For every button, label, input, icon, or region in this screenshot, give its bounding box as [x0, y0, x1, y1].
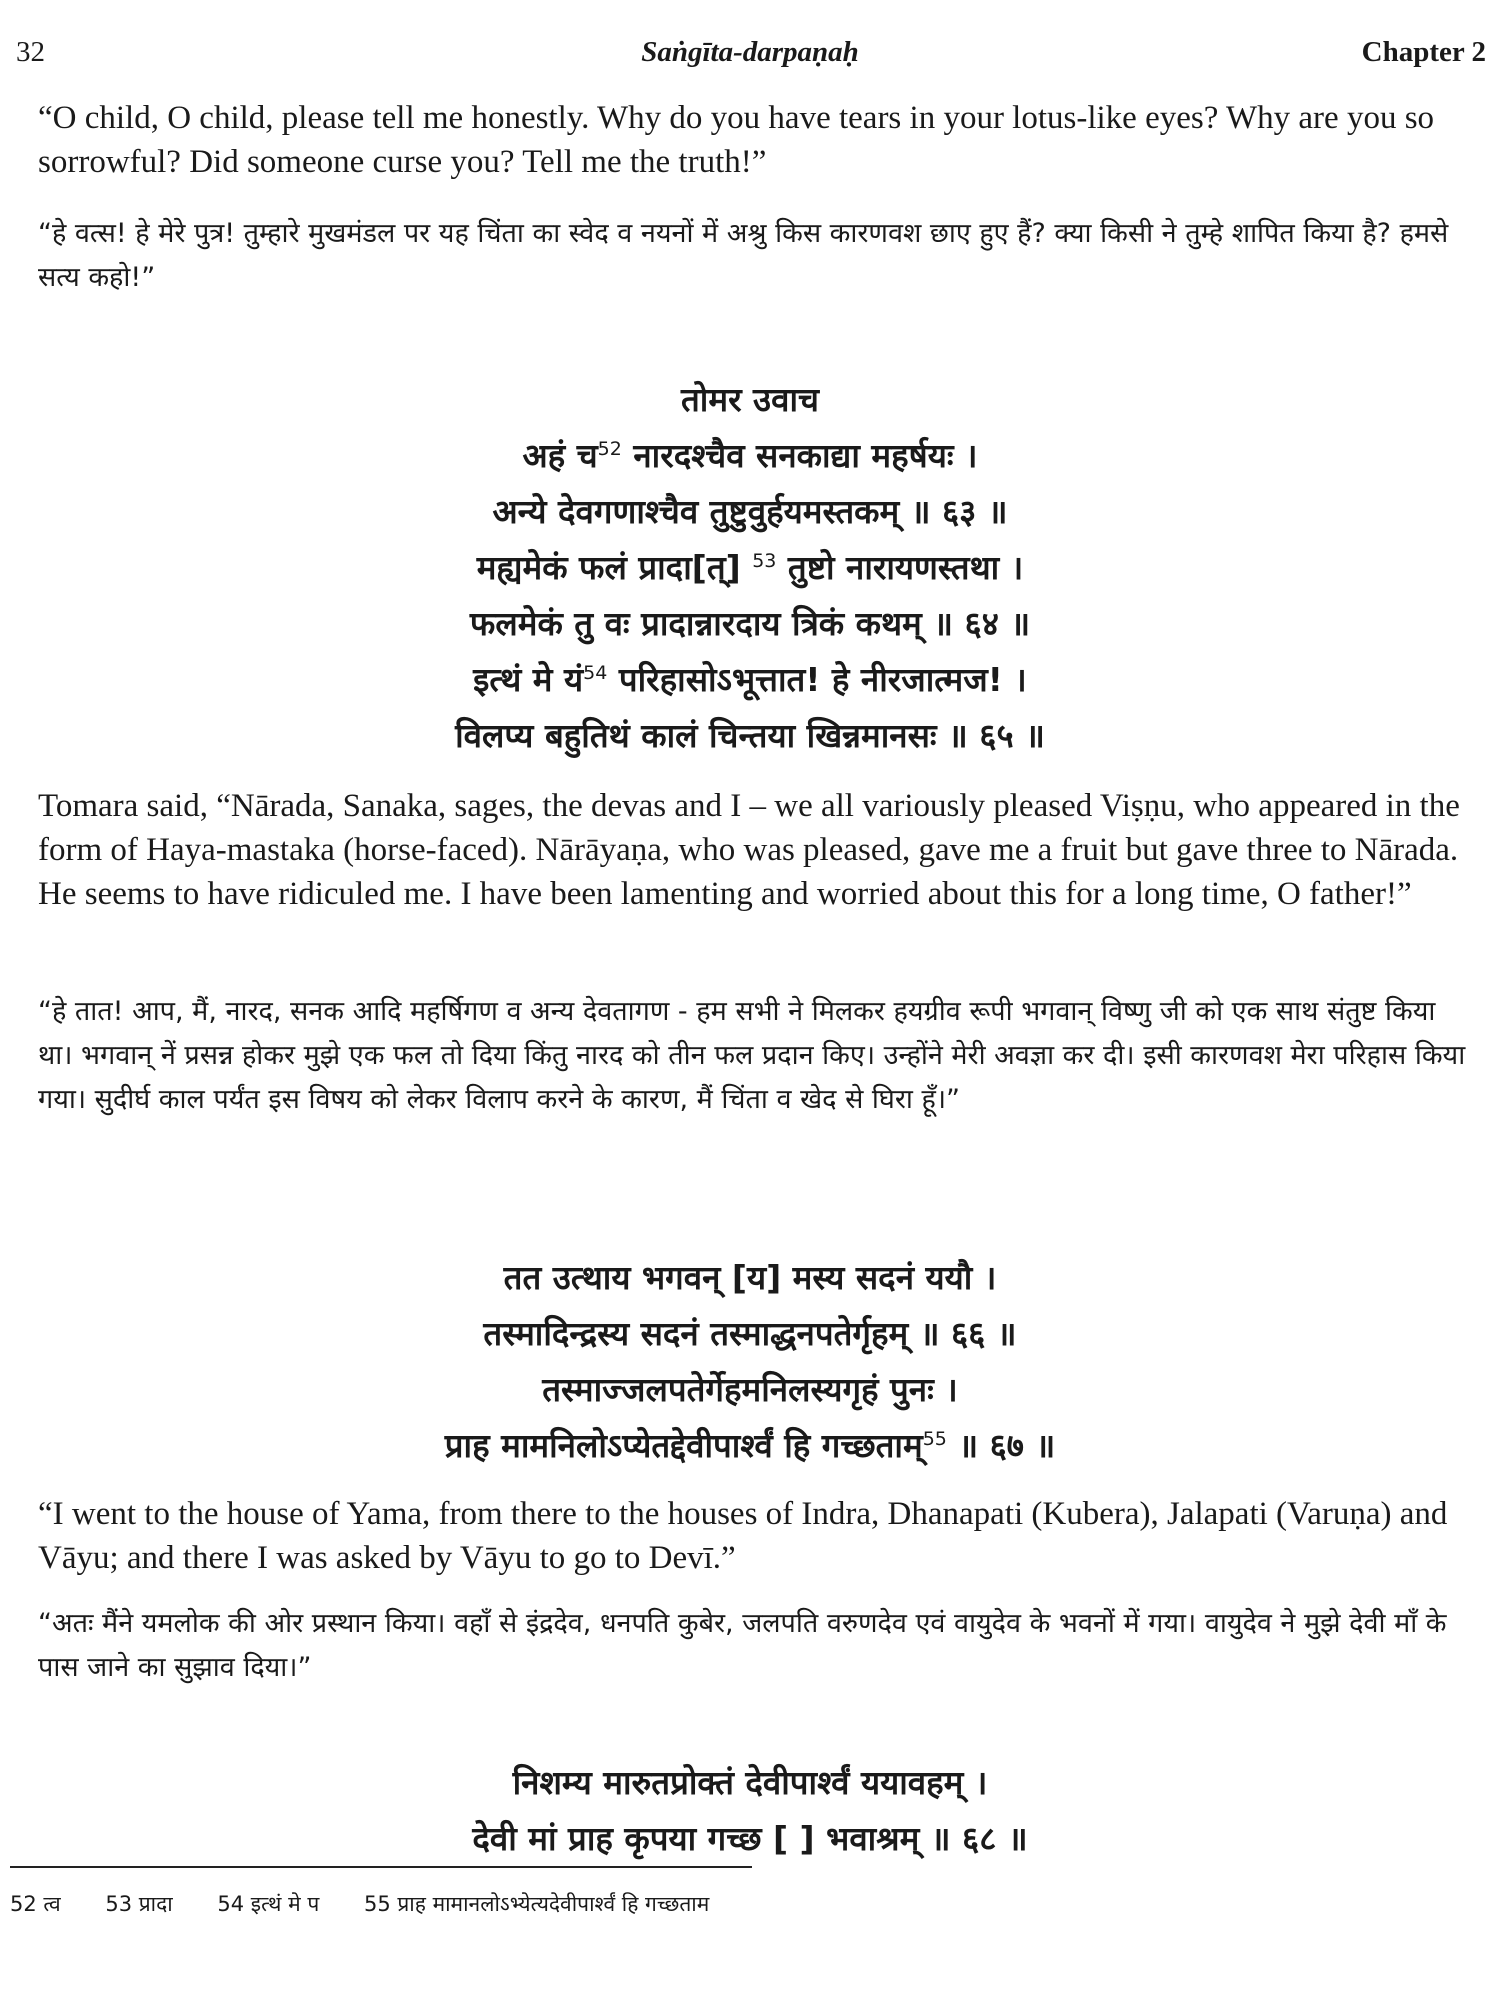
verse-line: देवी मां प्राह कृपया गच्छ [ ] भवाश्रम् ॥ ६८ ॥	[472, 1819, 1028, 1858]
sanskrit-verse-block	[0, 1250, 1500, 1474]
hindi-translation: “हे तात! आप, मैं, नारद, सनक आदि महर्षिगण व अन्य देवतागण - हम सभी ने मिलकर हयग्रीव रूपी भगवान् विष्णु जी को एक साथ संतुष्ट किया था। भगवान् नें प्रसन्न होकर मुझे एक फल तो दिया किंतु नारद को तीन फल प्रदान किए। उन्होंने मेरी अवज्ञा कर दी। इसी कारणवश मेरा परिहास किया गया। सुदीर्घ काल पर्यंत इस विषय को लेकर विलाप करने के कारण, मैं चिंता व खेद से घिरा हूँ।”	[38, 996, 1466, 1115]
footnote-rule	[10, 1866, 752, 1868]
english-translation: “O child, O child, please tell me honestly. Why do you have tears in your lotus-like eyes? Why are you so sorrowful? Did someone curse you? Tell me the truth!”	[38, 100, 1435, 180]
footnote-ref: 53	[752, 550, 777, 572]
footnote: 54 इत्थं मे प	[217, 1892, 320, 1916]
book-title: Saṅgīta-darpaṇaḥ	[641, 36, 859, 68]
verse-line: प्राह मामनिलोऽप्येतद्देवीपार्श्वं हि गच्छताम्$^{55}$ ॥ ६७ ॥	[444, 1426, 1056, 1465]
footnote: 53 प्रादा	[105, 1892, 173, 1916]
verse-line: अहं च$^{52}$ नारदश्चैव सनकाद्या महर्षयः ।	[522, 436, 978, 475]
verse-speaker: तोमर उवाच	[680, 380, 819, 419]
verse-line: इत्थं मे यं$^{54}$ परिहासोऽभूत्तात! हे नीरजात्मज! ।	[473, 660, 1027, 699]
verse-line: अन्ये देवगणाश्चैव तुष्टुवुर्हयमस्तकम् ॥ ६३ ॥	[492, 492, 1008, 531]
page-number: 32	[16, 36, 45, 68]
hindi-translation: “अतः मैंने यमलोक की ओर प्रस्थान किया। वहाँ से इंद्रदेव, धनपति कुबेर, जलपति वरुणदेव एवं वायुदेव के भवनों में गया। वायुदेव ने मुझे देवी माँ के पास जाने का सुझाव दिया।”	[38, 1608, 1447, 1683]
sanskrit-verse-block	[0, 372, 1500, 764]
footnote-ref: 54	[583, 662, 608, 684]
footnote: 55 प्राह मामानलोऽभ्येत्यदेवीपार्श्वं हि गच्छताम	[363, 1892, 710, 1916]
sanskrit-verse-block	[0, 1755, 1500, 1867]
running-head	[0, 36, 1500, 76]
verse-line: मह्यमेकं फलं प्रादा[त्] $^{53}$ तुष्टो नारायणस्तथा ।	[476, 548, 1024, 587]
verse-line: निशम्य मारुतप्रोक्तं देवीपार्श्वं ययावहम् ।	[512, 1763, 988, 1802]
hindi-translation: “हे वत्स! हे मेरे पुत्र! तुम्हारे मुखमंडल पर यह चिंता का स्वेद व नयनों में अश्रु किस कारणवश छाए हुए हैं? क्या किसी ने तुम्हे शापित किया है? हमसे सत्य कहो!”	[38, 218, 1449, 293]
verse-line: तत उत्थाय भगवन् [य] मस्य सदनं ययौ ।	[503, 1258, 997, 1297]
english-translation: Tomara said, “Nārada, Sanaka, sages, the devas and I – we all variously pleased Viṣṇu, who appeared in the form of Haya-mastaka (horse-faced). Nārāyaṇa, who was pleased, gave me a fruit but gave three to Nārada. He seems to have ridiculed me. I have been lamenting and worried about this for a long time, O father!”	[38, 788, 1460, 912]
footnote-ref: 55	[922, 1428, 947, 1450]
verse-line: विलप्य बहुतिथं कालं चिन्तया खिन्नमानसः ॥ ६५ ॥	[455, 716, 1045, 755]
chapter-label: Chapter 2	[1361, 36, 1486, 68]
verse-line: तस्मादिन्द्रस्य सदनं तस्माद्धनपतेर्गृहम् ॥ ६६ ॥	[483, 1314, 1017, 1353]
english-translation: “I went to the house of Yama, from there to the houses of Indra, Dhanapati (Kubera), Jalapati (Varuṇa) and Vāyu; and there I was asked by Vāyu to go to Devī.”	[38, 1496, 1448, 1576]
verse-line: फलमेकं तु वः प्रादान्नारदाय त्रिकं कथम् ॥ ६४ ॥	[469, 604, 1031, 643]
footnote: 52 त्व	[10, 1892, 61, 1916]
footnotes	[10, 1890, 747, 1918]
verse-line: तस्माज्जलपतेर्गेहमनिलस्यगृहं पुनः ।	[542, 1370, 958, 1409]
footnote-ref: 52	[597, 438, 622, 460]
